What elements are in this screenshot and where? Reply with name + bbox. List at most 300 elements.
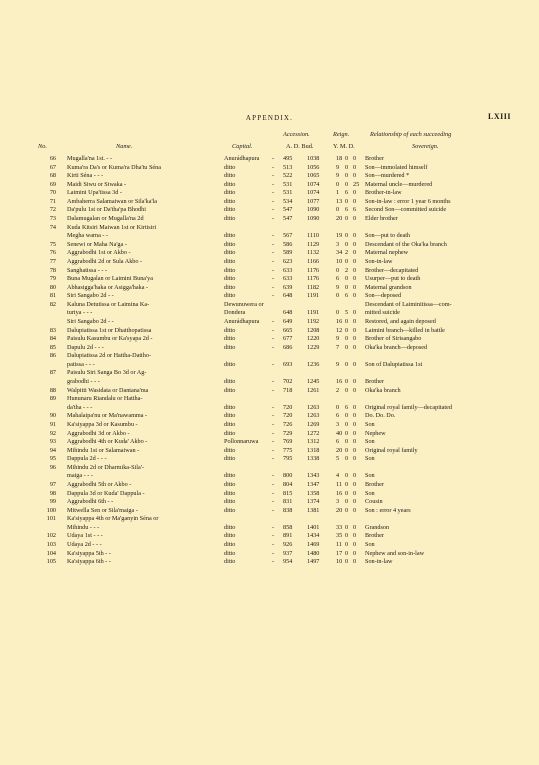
cell-m: 0 <box>345 429 349 437</box>
table-row <box>0 369 539 378</box>
cell-rel: Son-in-law : error 1 year 6 months <box>365 197 451 205</box>
cell-dash: - <box>272 489 275 497</box>
cell-m: 0 <box>345 360 349 368</box>
cell-name: Udaya 2d - - - <box>67 541 102 549</box>
cell-y: 3 <box>336 420 340 428</box>
cell-rel: Son <box>365 541 375 549</box>
cell-name: da'tha - - - <box>67 403 93 411</box>
cell-rel: Second Son—committed suicide <box>365 206 447 214</box>
cell-rel: Brother—decapitated <box>365 266 419 274</box>
cell-m: 2 <box>345 266 349 274</box>
cell-dash: - <box>272 558 275 566</box>
cell-bud: 1263 <box>307 403 320 411</box>
cell-cap: ditto <box>224 257 236 265</box>
cell-m: 0 <box>345 558 349 566</box>
cell-rel: Original royal family <box>365 446 418 454</box>
cell-name: Mihindu - - - <box>67 523 100 531</box>
cell-name: Mugalla'na 1st. - - <box>67 155 113 162</box>
table-row <box>0 318 539 327</box>
cell-bud: 1077 <box>307 197 320 205</box>
cell-y: 10 <box>336 257 343 265</box>
cell-cap: ditto <box>224 292 236 300</box>
cell-dash: - <box>272 403 275 411</box>
cell-name: Kirti Séna - - - <box>67 172 104 180</box>
cell-ad: 702 <box>283 378 293 386</box>
cell-name: Dalamugalan or Mugalla'na 2d <box>67 215 144 223</box>
cell-cap: ditto <box>224 386 236 394</box>
cell-dash: - <box>272 326 275 334</box>
cell-y: 20 <box>336 506 343 514</box>
cell-ad: 649 <box>283 317 293 325</box>
table-row <box>0 267 539 276</box>
cell-name: Dapulu 2d - - - <box>67 343 104 351</box>
table-row <box>0 421 539 430</box>
cell-no: 99 <box>49 498 56 506</box>
cell-ad: 586 <box>283 240 293 248</box>
cell-name: Megha warna - - <box>67 232 109 240</box>
cell-ad: 513 <box>283 163 293 171</box>
cell-bud: 1090 <box>307 215 320 223</box>
cell-rel: Son <box>365 489 375 497</box>
cell-cap: ditto <box>224 189 236 197</box>
cell-ad: 937 <box>283 549 293 557</box>
cell-ad: 639 <box>283 283 293 291</box>
cell-dash: - <box>272 155 275 162</box>
cell-y: 9 <box>336 360 340 368</box>
cell-dash: - <box>272 541 275 549</box>
cell-no: 94 <box>49 446 56 454</box>
cell-cap: ditto <box>224 446 236 454</box>
cell-m: 0 <box>345 506 349 514</box>
cell-d: 0 <box>353 249 357 257</box>
cell-ad: 831 <box>283 498 293 506</box>
cell-d: 0 <box>353 446 357 454</box>
col-ymd-header: Y. M. D. <box>333 143 355 150</box>
cell-no: 90 <box>49 412 56 420</box>
cell-name: Walpitti Wasidata or Dantana'ma <box>67 386 149 394</box>
cell-rel: Son <box>365 438 375 446</box>
cell-d: 0 <box>353 232 357 240</box>
cell-d: 0 <box>353 480 357 488</box>
table-row <box>0 558 539 567</box>
table-row <box>0 292 539 301</box>
cell-ad: 531 <box>283 180 293 188</box>
cell-name: grabodhi - - - <box>67 378 100 386</box>
cell-no: 95 <box>49 455 56 463</box>
table-row <box>0 155 539 164</box>
cell-cap: ditto <box>224 335 236 343</box>
cell-y: 19 <box>336 232 343 240</box>
cell-no: 84 <box>49 335 56 343</box>
cell-name: Laimini Upa'tissa 3d - <box>67 189 122 197</box>
cell-d: 0 <box>353 532 357 540</box>
cell-y: 4 <box>336 472 340 480</box>
cell-name: Dappula 2d - - - <box>67 455 107 463</box>
cell-d: 0 <box>353 549 357 557</box>
cell-d: 0 <box>353 189 357 197</box>
cell-ad: 547 <box>283 215 293 223</box>
cell-m: 0 <box>345 386 349 394</box>
cell-rel: Son—murdered * <box>365 172 410 180</box>
cell-dash: - <box>272 180 275 188</box>
cell-rel: Nephew <box>365 429 386 437</box>
cell-y: 12 <box>336 326 343 334</box>
cell-m: 0 <box>345 343 349 351</box>
cell-cap: ditto <box>224 326 236 334</box>
cell-no: 66 <box>49 155 56 162</box>
cell-bud: 1318 <box>307 446 320 454</box>
cell-m: 0 <box>345 180 349 188</box>
cell-d: 25 <box>353 180 360 188</box>
cell-ad: 795 <box>283 455 293 463</box>
cell-cap: Anurádhapura <box>224 317 260 325</box>
table-row <box>0 198 539 207</box>
cell-no: 80 <box>49 283 56 291</box>
cell-ad: 633 <box>283 275 293 283</box>
cell-no: 83 <box>49 326 56 334</box>
sovereigns-table <box>0 155 539 567</box>
cell-no: 69 <box>49 180 56 188</box>
cell-name: Mihindu 1st or Salamaiwan - <box>67 446 140 454</box>
cell-rel: Brother <box>365 378 384 386</box>
cell-d: 0 <box>353 292 357 300</box>
cell-y: 2 <box>336 386 340 394</box>
table-row <box>0 284 539 293</box>
cell-no: 103 <box>46 541 56 549</box>
cell-cap: ditto <box>224 266 236 274</box>
cell-rel: Son of Dalupiatissa 1st <box>365 360 423 368</box>
cell-no: 104 <box>46 549 56 557</box>
cell-bud: 1074 <box>307 180 320 188</box>
cell-bud: 1090 <box>307 206 320 214</box>
cell-m: 6 <box>345 292 349 300</box>
cell-no: 67 <box>49 163 56 171</box>
cell-cap: Dondera <box>224 309 246 317</box>
cell-m: 0 <box>345 412 349 420</box>
cell-cap: ditto <box>224 429 236 437</box>
cell-rel: Laimini branch—killed in battle <box>365 326 445 334</box>
cell-d: 0 <box>353 240 357 248</box>
cell-no: 105 <box>46 558 56 566</box>
cell-cap: ditto <box>224 558 236 566</box>
cell-cap: ditto <box>224 215 236 223</box>
cell-y: 40 <box>336 429 343 437</box>
cell-bud: 1245 <box>307 378 320 386</box>
table-row <box>0 541 539 550</box>
cell-bud: 1176 <box>307 266 320 274</box>
cell-bud: 1269 <box>307 420 320 428</box>
cell-cap: Pollonnaruwa <box>224 438 259 446</box>
cell-d: 0 <box>353 523 357 531</box>
cell-d: 0 <box>353 343 357 351</box>
cell-name: Mitwella Sen or Sila'maiga - <box>67 506 138 514</box>
cell-y: 0 <box>336 292 340 300</box>
cell-y: 0 <box>336 180 340 188</box>
cell-rel: Descendant of Laiminitissa—com- <box>365 300 452 308</box>
cell-cap: ditto <box>224 549 236 557</box>
cell-ad: 534 <box>283 197 293 205</box>
cell-m: 0 <box>345 541 349 549</box>
cell-dash: - <box>272 189 275 197</box>
cell-ad: 729 <box>283 429 293 437</box>
table-row <box>0 361 539 370</box>
cell-m: 6 <box>345 189 349 197</box>
cell-dash: - <box>272 378 275 386</box>
cell-cap: ditto <box>224 541 236 549</box>
cell-bud: 1065 <box>307 172 320 180</box>
cell-dash: - <box>272 232 275 240</box>
cell-m: 0 <box>345 455 349 463</box>
cell-dash: - <box>272 360 275 368</box>
table-row <box>0 275 539 284</box>
cell-bud: 1110 <box>307 232 319 240</box>
cell-d: 0 <box>353 283 357 291</box>
cell-name: Kaluna Detutissa or Laimina Ka- <box>67 300 150 308</box>
cell-dash: - <box>272 438 275 446</box>
table-row <box>0 206 539 215</box>
cell-dash: - <box>272 257 275 265</box>
cell-no: 89 <box>49 395 56 403</box>
table-row <box>0 464 539 473</box>
cell-bud: 1038 <box>307 155 320 162</box>
table-row <box>0 241 539 250</box>
cell-name: Ka'siyappa 4th or Ma'ganyin Séna or <box>67 515 159 523</box>
cell-name: Da'pulu 1st or Da'tha'pa Bhodhi <box>67 206 146 214</box>
cell-y: 0 <box>336 266 340 274</box>
cell-bud: 1192 <box>307 317 320 325</box>
cell-no: 72 <box>49 206 56 214</box>
cell-ad: 686 <box>283 343 293 351</box>
cell-d: 6 <box>353 206 357 214</box>
cell-dash: - <box>272 335 275 343</box>
cell-cap: ditto <box>224 163 236 171</box>
cell-no: 68 <box>49 172 56 180</box>
table-row <box>0 481 539 490</box>
cell-ad: 665 <box>283 326 293 334</box>
table-row <box>0 352 539 361</box>
cell-bud: 1480 <box>307 549 320 557</box>
cell-dash: - <box>272 549 275 557</box>
cell-no: 88 <box>49 386 56 394</box>
cell-ad: 718 <box>283 386 293 394</box>
cell-m: 0 <box>345 326 349 334</box>
table-row <box>0 455 539 464</box>
cell-rel: Maternal nephew <box>365 249 409 257</box>
cell-ad: 804 <box>283 480 293 488</box>
cell-name: Aggrabodhi 3d or Akbo - <box>67 429 130 437</box>
table-row <box>0 309 539 318</box>
table-row <box>0 404 539 413</box>
table-row <box>0 224 539 233</box>
cell-d: 0 <box>353 429 357 437</box>
cell-bud: 1261 <box>307 386 320 394</box>
cell-d: 0 <box>353 506 357 514</box>
cell-cap: ditto <box>224 523 236 531</box>
table-row <box>0 532 539 541</box>
cell-dash: - <box>272 163 275 171</box>
cell-m: 0 <box>345 489 349 497</box>
cell-name: Ka'siyappa 6th - - <box>67 558 111 566</box>
cell-y: 13 <box>336 197 343 205</box>
cell-y: 20 <box>336 215 343 223</box>
cell-bud: 1182 <box>307 283 320 291</box>
cell-ad: 720 <box>283 412 293 420</box>
cell-y: 6 <box>336 412 340 420</box>
cell-no: 93 <box>49 438 56 446</box>
table-row <box>0 344 539 353</box>
cell-name: Ka'siyappa 3d or Kasumbu - <box>67 420 138 428</box>
cell-no: 100 <box>46 506 56 514</box>
cell-y: 0 <box>336 309 340 317</box>
cell-name: Mihindu 2d or Dharmika-Sila'- <box>67 463 144 471</box>
cell-m: 0 <box>345 155 349 162</box>
col-sovereign-header: Sovereign. <box>412 143 439 150</box>
col-no-header: No. <box>38 143 47 150</box>
cell-rel: Brother <box>365 155 384 162</box>
cell-no: 77 <box>49 257 56 265</box>
cell-y: 0 <box>336 206 340 214</box>
cell-no: 74 <box>49 223 56 231</box>
cell-bud: 1263 <box>307 412 320 420</box>
cell-m: 0 <box>345 317 349 325</box>
table-row <box>0 181 539 190</box>
cell-d: 0 <box>353 317 357 325</box>
cell-bud: 1074 <box>307 189 320 197</box>
cell-bud: 1497 <box>307 558 320 566</box>
cell-m: 5 <box>345 309 349 317</box>
cell-m: 0 <box>345 163 349 171</box>
cell-ad: 648 <box>283 309 293 317</box>
cell-bud: 1381 <box>307 506 320 514</box>
cell-m: 0 <box>345 472 349 480</box>
cell-y: 5 <box>336 455 340 463</box>
table-row <box>0 327 539 336</box>
cell-dash: - <box>272 206 275 214</box>
cell-m: 2 <box>345 249 349 257</box>
cell-no: 86 <box>49 352 56 360</box>
cell-name: Aggrabodhi 1st or Akbo - <box>67 249 131 257</box>
cell-dash: - <box>272 386 275 394</box>
cell-name: Mahalaipa'nu or Ma'nawamma - <box>67 412 148 420</box>
cell-dash: - <box>272 283 275 291</box>
cell-ad: 547 <box>283 206 293 214</box>
cell-rel: Oka'ka branch—deposed <box>365 343 428 351</box>
cell-m: 0 <box>345 215 349 223</box>
cell-no: 79 <box>49 275 56 283</box>
cell-m: 6 <box>345 403 349 411</box>
cell-cap: ditto <box>224 506 236 514</box>
cell-name: Senewi or Maha Na'ga - <box>67 240 127 248</box>
cell-name: patissa - - - <box>67 360 95 368</box>
cell-dash: - <box>272 498 275 506</box>
cell-dash: - <box>272 472 275 480</box>
table-row <box>0 301 539 310</box>
cell-bud: 1208 <box>307 326 320 334</box>
cell-cap: ditto <box>224 480 236 488</box>
cell-y: 35 <box>336 532 343 540</box>
cell-dash: - <box>272 343 275 351</box>
cell-bud: 1312 <box>307 438 320 446</box>
cell-m: 0 <box>345 197 349 205</box>
cell-d: 0 <box>353 498 357 506</box>
cell-rel: Son <box>365 455 375 463</box>
cell-dash: - <box>272 429 275 437</box>
cell-name: Aggrabodhi 6th - - <box>67 498 114 506</box>
cell-y: 7 <box>336 343 340 351</box>
table-row <box>0 258 539 267</box>
cell-d: 0 <box>353 558 357 566</box>
cell-cap: ditto <box>224 172 236 180</box>
cell-cap: ditto <box>224 240 236 248</box>
cell-name: Dalupiatissa 1st or Dhatthopatissa <box>67 326 152 334</box>
cell-name: Ka'siyappa 5th - - <box>67 549 111 557</box>
table-row <box>0 172 539 181</box>
cell-d: 0 <box>353 266 357 274</box>
cell-d: 0 <box>353 386 357 394</box>
cell-name: maiga - - - <box>67 472 93 480</box>
cell-m: 0 <box>345 257 349 265</box>
table-row <box>0 550 539 559</box>
cell-bud: 1338 <box>307 455 320 463</box>
cell-y: 1 <box>336 189 340 197</box>
cell-d: 0 <box>353 257 357 265</box>
cell-rel: Brother <box>365 532 384 540</box>
col-relationship-header: Relationship of each succeeding <box>370 131 452 138</box>
cell-rel: Oka'ka branch <box>365 386 401 394</box>
cell-ad: 954 <box>283 558 293 566</box>
cell-dash: - <box>272 249 275 257</box>
cell-ad: 648 <box>283 292 293 300</box>
cell-y: 18 <box>336 155 343 162</box>
cell-bud: 1132 <box>307 249 320 257</box>
cell-d: 0 <box>353 172 357 180</box>
cell-name: Maidi Siwu or Siwaka - <box>67 180 127 188</box>
cell-d: 0 <box>353 163 357 171</box>
cell-dash: - <box>272 455 275 463</box>
table-row <box>0 232 539 241</box>
cell-y: 17 <box>336 549 343 557</box>
cell-name: Aggrabodhi 4th or Kuda' Akbo - <box>67 438 148 446</box>
cell-rel: Original royal family—decapitated <box>365 403 452 411</box>
cell-y: 6 <box>336 438 340 446</box>
cell-rel: Nephew and son-in-law <box>365 549 425 557</box>
cell-rel: Son—put to death <box>365 232 411 240</box>
cell-d: 0 <box>353 541 357 549</box>
cell-cap: ditto <box>224 360 236 368</box>
cell-bud: 1358 <box>307 489 320 497</box>
cell-bud: 1229 <box>307 343 320 351</box>
cell-rel: mitted suicide <box>365 309 400 317</box>
cell-ad: 769 <box>283 438 293 446</box>
cell-m: 0 <box>345 523 349 531</box>
cell-dash: - <box>272 420 275 428</box>
cell-cap: ditto <box>224 489 236 497</box>
cell-m: 0 <box>345 549 349 557</box>
cell-d: 0 <box>353 438 357 446</box>
cell-y: 3 <box>336 240 340 248</box>
cell-dash: - <box>272 412 275 420</box>
cell-m: 0 <box>345 232 349 240</box>
cell-cap: ditto <box>224 472 236 480</box>
cell-y: 9 <box>336 283 340 291</box>
cell-no: 92 <box>49 429 56 437</box>
cell-y: 9 <box>336 335 340 343</box>
cell-bud: 1401 <box>307 523 320 531</box>
cell-ad: 522 <box>283 172 293 180</box>
cell-name: Ambaherra Salamaiwan or Sila'ka'la <box>67 197 158 205</box>
cell-bud: 1347 <box>307 480 320 488</box>
cell-d: 0 <box>353 275 357 283</box>
